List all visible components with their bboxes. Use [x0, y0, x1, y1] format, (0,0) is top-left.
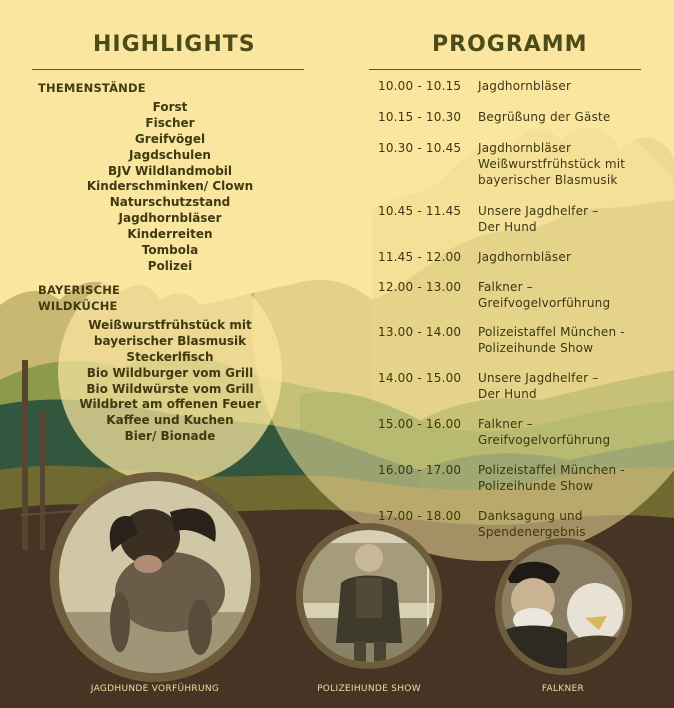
- themenstaende-list: [40, 100, 300, 275]
- slot-description-line: Weißwurstfrühstück mit: [478, 157, 626, 171]
- slot-description-line: Greifvogelvorführung: [478, 433, 611, 447]
- themenstand-item: Tombola: [141, 243, 199, 258]
- falconer-eagle-photo: [495, 538, 632, 675]
- slot-time: 11.45 - 12.00: [378, 250, 462, 264]
- slot-description: [478, 462, 668, 494]
- slot-description: [478, 140, 668, 188]
- wildkueche-item: Wildbret am offenen Feuer: [79, 397, 261, 412]
- slot-time: 10.15 - 10.30: [378, 110, 462, 124]
- dog-photo-caption: JAGDHUNDE VORFÜHRUNG: [90, 684, 220, 694]
- wildkueche-item: Bio Wildburger vom Grill: [86, 365, 254, 380]
- programm-title: PROGRAMM: [432, 32, 588, 57]
- wildkueche-heading: [38, 282, 120, 314]
- slot-description-line: Falkner –: [478, 417, 533, 431]
- wildkueche-item: Kaffee und Kuchen: [106, 413, 234, 428]
- slot-description-line: Der Hund: [478, 220, 537, 234]
- slot-description: [478, 508, 668, 540]
- slot-description-line: Unsere Jagdhelfer –: [478, 371, 599, 385]
- slot-time: 12.00 - 13.00: [378, 280, 462, 294]
- slot-time: 10.45 - 11.45: [378, 204, 462, 218]
- slot-description-line: Unsere Jagdhelfer –: [478, 204, 599, 218]
- slot-time: 14.00 - 15.00: [378, 371, 462, 385]
- slot-time: 10.30 - 10.45: [378, 141, 462, 155]
- slot-description: [478, 203, 668, 235]
- slot-description: [478, 249, 668, 265]
- slot-description-line: Spendenergebnis: [478, 525, 586, 539]
- themenstand-item: Greifvögel: [134, 131, 206, 146]
- slot-description-line: Polizeistaffel München -: [478, 463, 625, 477]
- wildkueche-item: Bio Wildwürste vom Grill: [86, 381, 254, 396]
- themenstand-item: Forst: [152, 100, 188, 114]
- dog-photo: [50, 472, 260, 682]
- themenstand-item: Kinderreiten: [127, 227, 213, 242]
- highlights-divider: [32, 69, 304, 70]
- themenstand-item: BJV Wildlandmobil: [107, 163, 233, 178]
- slot-description-line: Der Hund: [478, 387, 537, 401]
- slot-description-line: Jagdhornbläser: [478, 79, 572, 93]
- slot-time: 13.00 - 14.00: [378, 325, 462, 339]
- wildkueche-item: bayerischer Blasmusik: [93, 333, 247, 348]
- slot-description: [478, 78, 668, 94]
- wildkueche-heading-line1: BAYERISCHE: [38, 283, 121, 297]
- wildkueche-item: Weißwurstfrühstück mit: [88, 318, 252, 332]
- slot-description-line: Greifvogelvorführung: [478, 296, 611, 310]
- slot-time: 15.00 - 16.00: [378, 417, 462, 431]
- highlights-title: HIGHLIGHTS: [93, 32, 256, 57]
- slot-time: 10.00 - 10.15: [378, 79, 462, 93]
- programm-divider: [369, 69, 641, 70]
- slot-description: [478, 109, 668, 125]
- slot-description-line: Polizeihunde Show: [478, 479, 594, 493]
- themenstand-item: Jagdschulen: [129, 147, 211, 162]
- slot-description-line: Jagdhornbläser: [478, 141, 572, 155]
- police-photo-caption: POLIZEIHUNDE SHOW: [317, 684, 421, 694]
- slot-description: [478, 416, 668, 448]
- themenstand-item: Polizei: [147, 258, 193, 273]
- wildkueche-item: Bier/ Bionade: [124, 429, 216, 444]
- slot-description-line: Danksagung und: [478, 509, 583, 523]
- police-officer-photo: [296, 523, 442, 669]
- themenstand-item: Naturschutzstand: [109, 195, 231, 210]
- themenstand-item: Kinderschminken/ Clown: [86, 179, 254, 194]
- wildkueche-item: Steckerlfisch: [126, 349, 214, 364]
- slot-description: [478, 370, 668, 402]
- slot-description-line: Polizeihunde Show: [478, 341, 594, 355]
- wildkueche-list: [40, 318, 300, 445]
- slot-description: [478, 324, 668, 356]
- slot-description-line: Polizeistaffel München -: [478, 325, 625, 339]
- falconer-photo-caption: FALKNER: [541, 684, 585, 694]
- themenstaende-heading: THEMENSTÄNDE: [38, 81, 146, 95]
- wildkueche-heading-line2: WILDKÜCHE: [38, 299, 118, 313]
- themenstand-item: Fischer: [145, 115, 195, 130]
- themenstand-item: Jagdhornbläser: [118, 211, 222, 226]
- slot-time: 17.00 - 18.00: [378, 509, 462, 523]
- slot-description-line: bayerischer Blasmusik: [478, 173, 618, 187]
- slot-time: 16.00 - 17.00: [378, 463, 462, 477]
- slot-description-line: Jagdhornbläser: [478, 250, 572, 264]
- slot-description-line: Begrüßung der Gäste: [478, 110, 611, 124]
- slot-description: [478, 279, 668, 311]
- slot-description-line: Falkner –: [478, 280, 533, 294]
